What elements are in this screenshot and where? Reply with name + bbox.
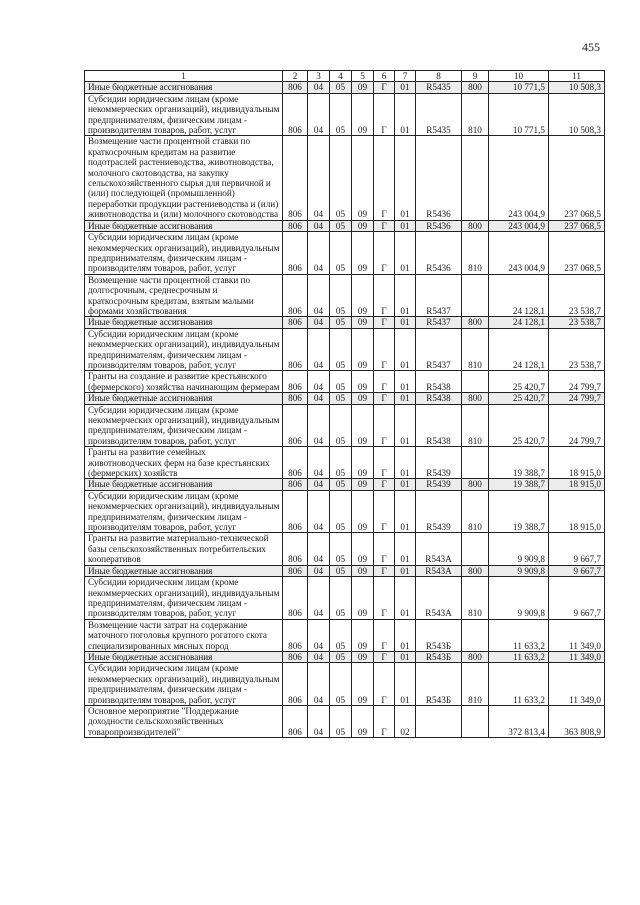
- header-cell: 1: [85, 71, 283, 82]
- code-ministry: 806: [283, 328, 308, 371]
- row-name: Иные бюджетные ассигнования: [85, 565, 283, 576]
- row-name: Гранты на создание и развитие крестьянского (фермерского) хозяйства начинающим фермерам: [85, 371, 283, 393]
- row-name: Иные бюджетные ассигнования: [85, 317, 283, 328]
- code-subsection: 05: [330, 317, 352, 328]
- amount-year-2: 11 349,0: [549, 663, 605, 706]
- table-row: [85, 619, 605, 651]
- code-ministry: 806: [283, 577, 308, 620]
- code-direction: R543Б: [416, 663, 462, 706]
- row-name: Иные бюджетные ассигнования: [85, 479, 283, 490]
- code-section: 04: [308, 577, 330, 620]
- code-subprogram: Г: [374, 490, 395, 533]
- table-row: [85, 705, 605, 737]
- code-program: 09: [352, 533, 374, 565]
- code-event: 01: [395, 232, 416, 275]
- code-subprogram: Г: [374, 705, 395, 737]
- code-ministry: 806: [283, 371, 308, 393]
- code-program: 09: [352, 220, 374, 231]
- code-subprogram: Г: [374, 371, 395, 393]
- code-event: 01: [395, 447, 416, 479]
- amount-year-1: 243 004,9: [489, 136, 549, 220]
- code-expense-type: [462, 274, 489, 317]
- code-direction: R543Б: [416, 619, 462, 651]
- code-program: 09: [352, 317, 374, 328]
- code-expense-type: 810: [462, 93, 489, 136]
- code-expense-type: 810: [462, 232, 489, 275]
- code-event: 01: [395, 93, 416, 136]
- header-cell: 8: [416, 71, 462, 82]
- code-direction: R5438: [416, 404, 462, 447]
- row-name: Возмещение части затрат на содержание маточного поголовья крупного рогатого скота специализированных мясных пород: [85, 619, 283, 651]
- code-expense-type: [462, 705, 489, 737]
- row-name: Субсидии юридическим лицам (кроме некоммерческих организаций), индивидуальным предпринимателям, физическим лицам - производителям товаров, работ, услуг: [85, 577, 283, 620]
- code-program: 09: [352, 619, 374, 651]
- code-subprogram: Г: [374, 447, 395, 479]
- code-subsection: 05: [330, 663, 352, 706]
- amount-year-2: 24 799,7: [549, 393, 605, 404]
- code-ministry: 806: [283, 490, 308, 533]
- code-event: 01: [395, 651, 416, 662]
- amount-year-1: 9 909,8: [489, 565, 549, 576]
- amount-year-2: 18 915,0: [549, 447, 605, 479]
- code-program: 09: [352, 663, 374, 706]
- code-expense-type: 810: [462, 663, 489, 706]
- amount-year-2: 9 667,7: [549, 565, 605, 576]
- code-expense-type: 800: [462, 317, 489, 328]
- code-direction: R5435: [416, 82, 462, 93]
- amount-year-1: 243 004,9: [489, 220, 549, 231]
- code-event: 01: [395, 565, 416, 576]
- code-section: 04: [308, 651, 330, 662]
- code-subprogram: Г: [374, 533, 395, 565]
- code-subprogram: Г: [374, 274, 395, 317]
- table-row: [85, 479, 605, 490]
- code-direction: R5436: [416, 232, 462, 275]
- amount-year-2: 24 799,7: [549, 371, 605, 393]
- code-ministry: 806: [283, 619, 308, 651]
- code-subsection: 05: [330, 232, 352, 275]
- code-ministry: 806: [283, 565, 308, 576]
- amount-year-1: 24 128,1: [489, 328, 549, 371]
- budget-table: [84, 70, 605, 738]
- amount-year-1: 11 633,2: [489, 651, 549, 662]
- code-section: 04: [308, 447, 330, 479]
- row-name: Субсидии юридическим лицам (кроме некоммерческих организаций), индивидуальным предпринимателям, физическим лицам - производителям товаров, работ, услуг: [85, 404, 283, 447]
- header-cell: 10: [489, 71, 549, 82]
- amount-year-2: 18 915,0: [549, 479, 605, 490]
- code-subsection: 05: [330, 328, 352, 371]
- row-name: Основное мероприятие "Поддержание доходности сельскохозяйственных товаропроизводителей": [85, 705, 283, 737]
- code-ministry: 806: [283, 404, 308, 447]
- table-row: [85, 371, 605, 393]
- row-name: Возмещение части процентной ставки по краткосрочным кредитам на развитие подотраслей растениеводства, животноводства, молочного скотоводства, на закупку сельскохозяйственного сырья для первичной и (или) последующей (промышленной) переработки продукции растениеводства и (или) животноводства и (или) молочного скотоводства: [85, 136, 283, 220]
- code-ministry: 806: [283, 136, 308, 220]
- code-event: 01: [395, 82, 416, 93]
- code-subprogram: Г: [374, 317, 395, 328]
- code-direction: R543Б: [416, 651, 462, 662]
- code-subprogram: Г: [374, 404, 395, 447]
- code-expense-type: [462, 619, 489, 651]
- code-subsection: 05: [330, 479, 352, 490]
- code-direction: R5438: [416, 371, 462, 393]
- code-subprogram: Г: [374, 651, 395, 662]
- amount-year-2: 363 808,9: [549, 705, 605, 737]
- table-row: [85, 82, 605, 93]
- amount-year-1: 25 420,7: [489, 393, 549, 404]
- code-expense-type: 810: [462, 404, 489, 447]
- code-direction: R5436: [416, 220, 462, 231]
- code-ministry: 806: [283, 447, 308, 479]
- code-expense-type: 810: [462, 490, 489, 533]
- amount-year-1: 25 420,7: [489, 404, 549, 447]
- code-ministry: 806: [283, 479, 308, 490]
- code-event: 01: [395, 274, 416, 317]
- code-subsection: 05: [330, 93, 352, 136]
- code-program: 09: [352, 136, 374, 220]
- amount-year-1: 24 128,1: [489, 317, 549, 328]
- row-name: Иные бюджетные ассигнования: [85, 651, 283, 662]
- code-event: 02: [395, 705, 416, 737]
- code-ministry: 806: [283, 274, 308, 317]
- header-cell: 6: [374, 71, 395, 82]
- table-row: [85, 533, 605, 565]
- code-program: 09: [352, 404, 374, 447]
- code-subprogram: Г: [374, 220, 395, 231]
- code-program: 09: [352, 490, 374, 533]
- code-expense-type: 800: [462, 651, 489, 662]
- code-section: 04: [308, 533, 330, 565]
- code-subprogram: Г: [374, 232, 395, 275]
- code-subsection: 05: [330, 371, 352, 393]
- amount-year-1: 10 771,5: [489, 93, 549, 136]
- code-section: 04: [308, 136, 330, 220]
- code-expense-type: [462, 371, 489, 393]
- code-subsection: 05: [330, 565, 352, 576]
- amount-year-2: 23 538,7: [549, 317, 605, 328]
- table-header-row: [85, 71, 605, 82]
- code-direction: R5435: [416, 93, 462, 136]
- header-cell: 4: [330, 71, 352, 82]
- table-row: [85, 577, 605, 620]
- code-subprogram: Г: [374, 663, 395, 706]
- code-expense-type: 800: [462, 220, 489, 231]
- amount-year-2: 11 349,0: [549, 651, 605, 662]
- code-event: 01: [395, 317, 416, 328]
- code-direction: R5439: [416, 447, 462, 479]
- code-ministry: 806: [283, 393, 308, 404]
- row-name: Субсидии юридическим лицам (кроме некоммерческих организаций), индивидуальным предпринимателям, физическим лицам - производителям товаров, работ, услуг: [85, 490, 283, 533]
- code-section: 04: [308, 232, 330, 275]
- page-number: 455: [582, 40, 600, 54]
- amount-year-2: 9 667,7: [549, 533, 605, 565]
- code-subsection: 05: [330, 705, 352, 737]
- amount-year-1: 19 388,7: [489, 479, 549, 490]
- code-event: 01: [395, 663, 416, 706]
- code-subsection: 05: [330, 82, 352, 93]
- code-direction: [416, 705, 462, 737]
- code-ministry: 806: [283, 705, 308, 737]
- table-row: [85, 663, 605, 706]
- table-row: [85, 93, 605, 136]
- table-row: [85, 447, 605, 479]
- code-event: 01: [395, 371, 416, 393]
- code-event: 01: [395, 393, 416, 404]
- row-name: Иные бюджетные ассигнования: [85, 393, 283, 404]
- amount-year-1: 9 909,8: [489, 533, 549, 565]
- code-event: 01: [395, 220, 416, 231]
- amount-year-1: 372 813,4: [489, 705, 549, 737]
- row-name: Гранты на развитие семейных животноводческих ферм на базе крестьянских (фермерских) хозяйств: [85, 447, 283, 479]
- code-program: 09: [352, 447, 374, 479]
- code-direction: R543А: [416, 533, 462, 565]
- table-row: [85, 220, 605, 231]
- row-name: Возмещение части процентной ставки по долгосрочным, среднесрочным и краткосрочным кредитам, взятым малыми формами хозяйствования: [85, 274, 283, 317]
- code-section: 04: [308, 220, 330, 231]
- row-name: Гранты на развитие материально-технической базы сельскохозяйственных потребительских кооперативов: [85, 533, 283, 565]
- code-expense-type: 800: [462, 82, 489, 93]
- amount-year-2: 237 068,5: [549, 136, 605, 220]
- table-row: [85, 651, 605, 662]
- amount-year-2: 11 349,0: [549, 619, 605, 651]
- code-section: 04: [308, 317, 330, 328]
- amount-year-1: 19 388,7: [489, 490, 549, 533]
- code-subprogram: Г: [374, 93, 395, 136]
- code-ministry: 806: [283, 220, 308, 231]
- table-row: [85, 565, 605, 576]
- code-section: 04: [308, 663, 330, 706]
- code-section: 04: [308, 619, 330, 651]
- code-direction: R5439: [416, 479, 462, 490]
- header-cell: 7: [395, 71, 416, 82]
- code-subprogram: Г: [374, 82, 395, 93]
- code-program: 09: [352, 93, 374, 136]
- code-ministry: 806: [283, 533, 308, 565]
- code-subsection: 05: [330, 136, 352, 220]
- code-event: 01: [395, 136, 416, 220]
- code-subsection: 05: [330, 619, 352, 651]
- row-name: Иные бюджетные ассигнования: [85, 220, 283, 231]
- code-subsection: 05: [330, 404, 352, 447]
- code-subprogram: Г: [374, 577, 395, 620]
- code-program: 09: [352, 82, 374, 93]
- row-name: Субсидии юридическим лицам (кроме некоммерческих организаций), индивидуальным предпринимателям, физическим лицам - производителям товаров, работ, услуг: [85, 663, 283, 706]
- code-program: 09: [352, 232, 374, 275]
- code-expense-type: [462, 136, 489, 220]
- amount-year-2: 23 538,7: [549, 328, 605, 371]
- row-name: Субсидии юридическим лицам (кроме некоммерческих организаций), индивидуальным предпринимателям, физическим лицам - производителям товаров, работ, услуг: [85, 93, 283, 136]
- code-direction: R5437: [416, 274, 462, 317]
- code-section: 04: [308, 705, 330, 737]
- code-direction: R5436: [416, 136, 462, 220]
- code-section: 04: [308, 371, 330, 393]
- code-program: 09: [352, 651, 374, 662]
- code-subsection: 05: [330, 490, 352, 533]
- code-program: 09: [352, 328, 374, 371]
- header-cell: 9: [462, 71, 489, 82]
- code-expense-type: [462, 447, 489, 479]
- code-event: 01: [395, 479, 416, 490]
- row-name: Субсидии юридическим лицам (кроме некоммерческих организаций), индивидуальным предпринимателям, физическим лицам - производителям товаров, работ, услуг: [85, 328, 283, 371]
- code-event: 01: [395, 328, 416, 371]
- code-expense-type: [462, 533, 489, 565]
- code-program: 09: [352, 274, 374, 317]
- code-section: 04: [308, 93, 330, 136]
- amount-year-2: 237 068,5: [549, 232, 605, 275]
- code-expense-type: 810: [462, 328, 489, 371]
- code-subprogram: Г: [374, 565, 395, 576]
- code-expense-type: 800: [462, 479, 489, 490]
- code-direction: R5437: [416, 317, 462, 328]
- code-program: 09: [352, 371, 374, 393]
- code-event: 01: [395, 577, 416, 620]
- amount-year-1: 24 128,1: [489, 274, 549, 317]
- table-row: [85, 274, 605, 317]
- code-expense-type: 810: [462, 577, 489, 620]
- table-row: [85, 328, 605, 371]
- header-cell: 11: [549, 71, 605, 82]
- amount-year-2: 10 508,3: [549, 93, 605, 136]
- code-direction: R5438: [416, 393, 462, 404]
- code-program: 09: [352, 565, 374, 576]
- code-section: 04: [308, 565, 330, 576]
- table-row: [85, 232, 605, 275]
- code-subsection: 05: [330, 393, 352, 404]
- amount-year-2: 18 915,0: [549, 490, 605, 533]
- code-program: 09: [352, 479, 374, 490]
- amount-year-1: 9 909,8: [489, 577, 549, 620]
- table-row: [85, 490, 605, 533]
- code-subprogram: Г: [374, 619, 395, 651]
- amount-year-2: 237 068,5: [549, 220, 605, 231]
- amount-year-2: 10 508,3: [549, 82, 605, 93]
- code-ministry: 806: [283, 232, 308, 275]
- amount-year-1: 10 771,5: [489, 82, 549, 93]
- code-event: 01: [395, 490, 416, 533]
- code-direction: R5437: [416, 328, 462, 371]
- code-subsection: 05: [330, 651, 352, 662]
- table-row: [85, 317, 605, 328]
- amount-year-2: 24 799,7: [549, 404, 605, 447]
- code-program: 09: [352, 705, 374, 737]
- code-section: 04: [308, 404, 330, 447]
- amount-year-1: 11 633,2: [489, 663, 549, 706]
- code-expense-type: 800: [462, 565, 489, 576]
- table-row: [85, 404, 605, 447]
- code-section: 04: [308, 274, 330, 317]
- code-ministry: 806: [283, 663, 308, 706]
- amount-year-2: 23 538,7: [549, 274, 605, 317]
- code-ministry: 806: [283, 93, 308, 136]
- code-section: 04: [308, 328, 330, 371]
- amount-year-1: 25 420,7: [489, 371, 549, 393]
- header-cell: 5: [352, 71, 374, 82]
- code-ministry: 806: [283, 651, 308, 662]
- code-section: 04: [308, 490, 330, 533]
- code-ministry: 806: [283, 317, 308, 328]
- code-program: 09: [352, 577, 374, 620]
- table-row: [85, 136, 605, 220]
- code-subsection: 05: [330, 274, 352, 317]
- code-event: 01: [395, 533, 416, 565]
- code-subprogram: Г: [374, 479, 395, 490]
- header-cell: 3: [308, 71, 330, 82]
- table-row: [85, 393, 605, 404]
- row-name: Иные бюджетные ассигнования: [85, 82, 283, 93]
- amount-year-1: 19 388,7: [489, 447, 549, 479]
- code-subsection: 05: [330, 220, 352, 231]
- code-subprogram: Г: [374, 328, 395, 371]
- code-ministry: 806: [283, 82, 308, 93]
- code-subsection: 05: [330, 577, 352, 620]
- code-direction: R543А: [416, 565, 462, 576]
- amount-year-1: 11 633,2: [489, 619, 549, 651]
- code-expense-type: 800: [462, 393, 489, 404]
- code-subsection: 05: [330, 447, 352, 479]
- code-subprogram: Г: [374, 393, 395, 404]
- header-cell: 2: [283, 71, 308, 82]
- code-direction: R5439: [416, 490, 462, 533]
- amount-year-2: 9 667,7: [549, 577, 605, 620]
- code-program: 09: [352, 393, 374, 404]
- code-direction: R543А: [416, 577, 462, 620]
- code-section: 04: [308, 393, 330, 404]
- row-name: Субсидии юридическим лицам (кроме некоммерческих организаций), индивидуальным предпринимателям, физическим лицам - производителям товаров, работ, услуг: [85, 232, 283, 275]
- code-event: 01: [395, 404, 416, 447]
- amount-year-1: 243 004,9: [489, 232, 549, 275]
- code-subsection: 05: [330, 533, 352, 565]
- code-section: 04: [308, 82, 330, 93]
- code-event: 01: [395, 619, 416, 651]
- code-subprogram: Г: [374, 136, 395, 220]
- code-section: 04: [308, 479, 330, 490]
